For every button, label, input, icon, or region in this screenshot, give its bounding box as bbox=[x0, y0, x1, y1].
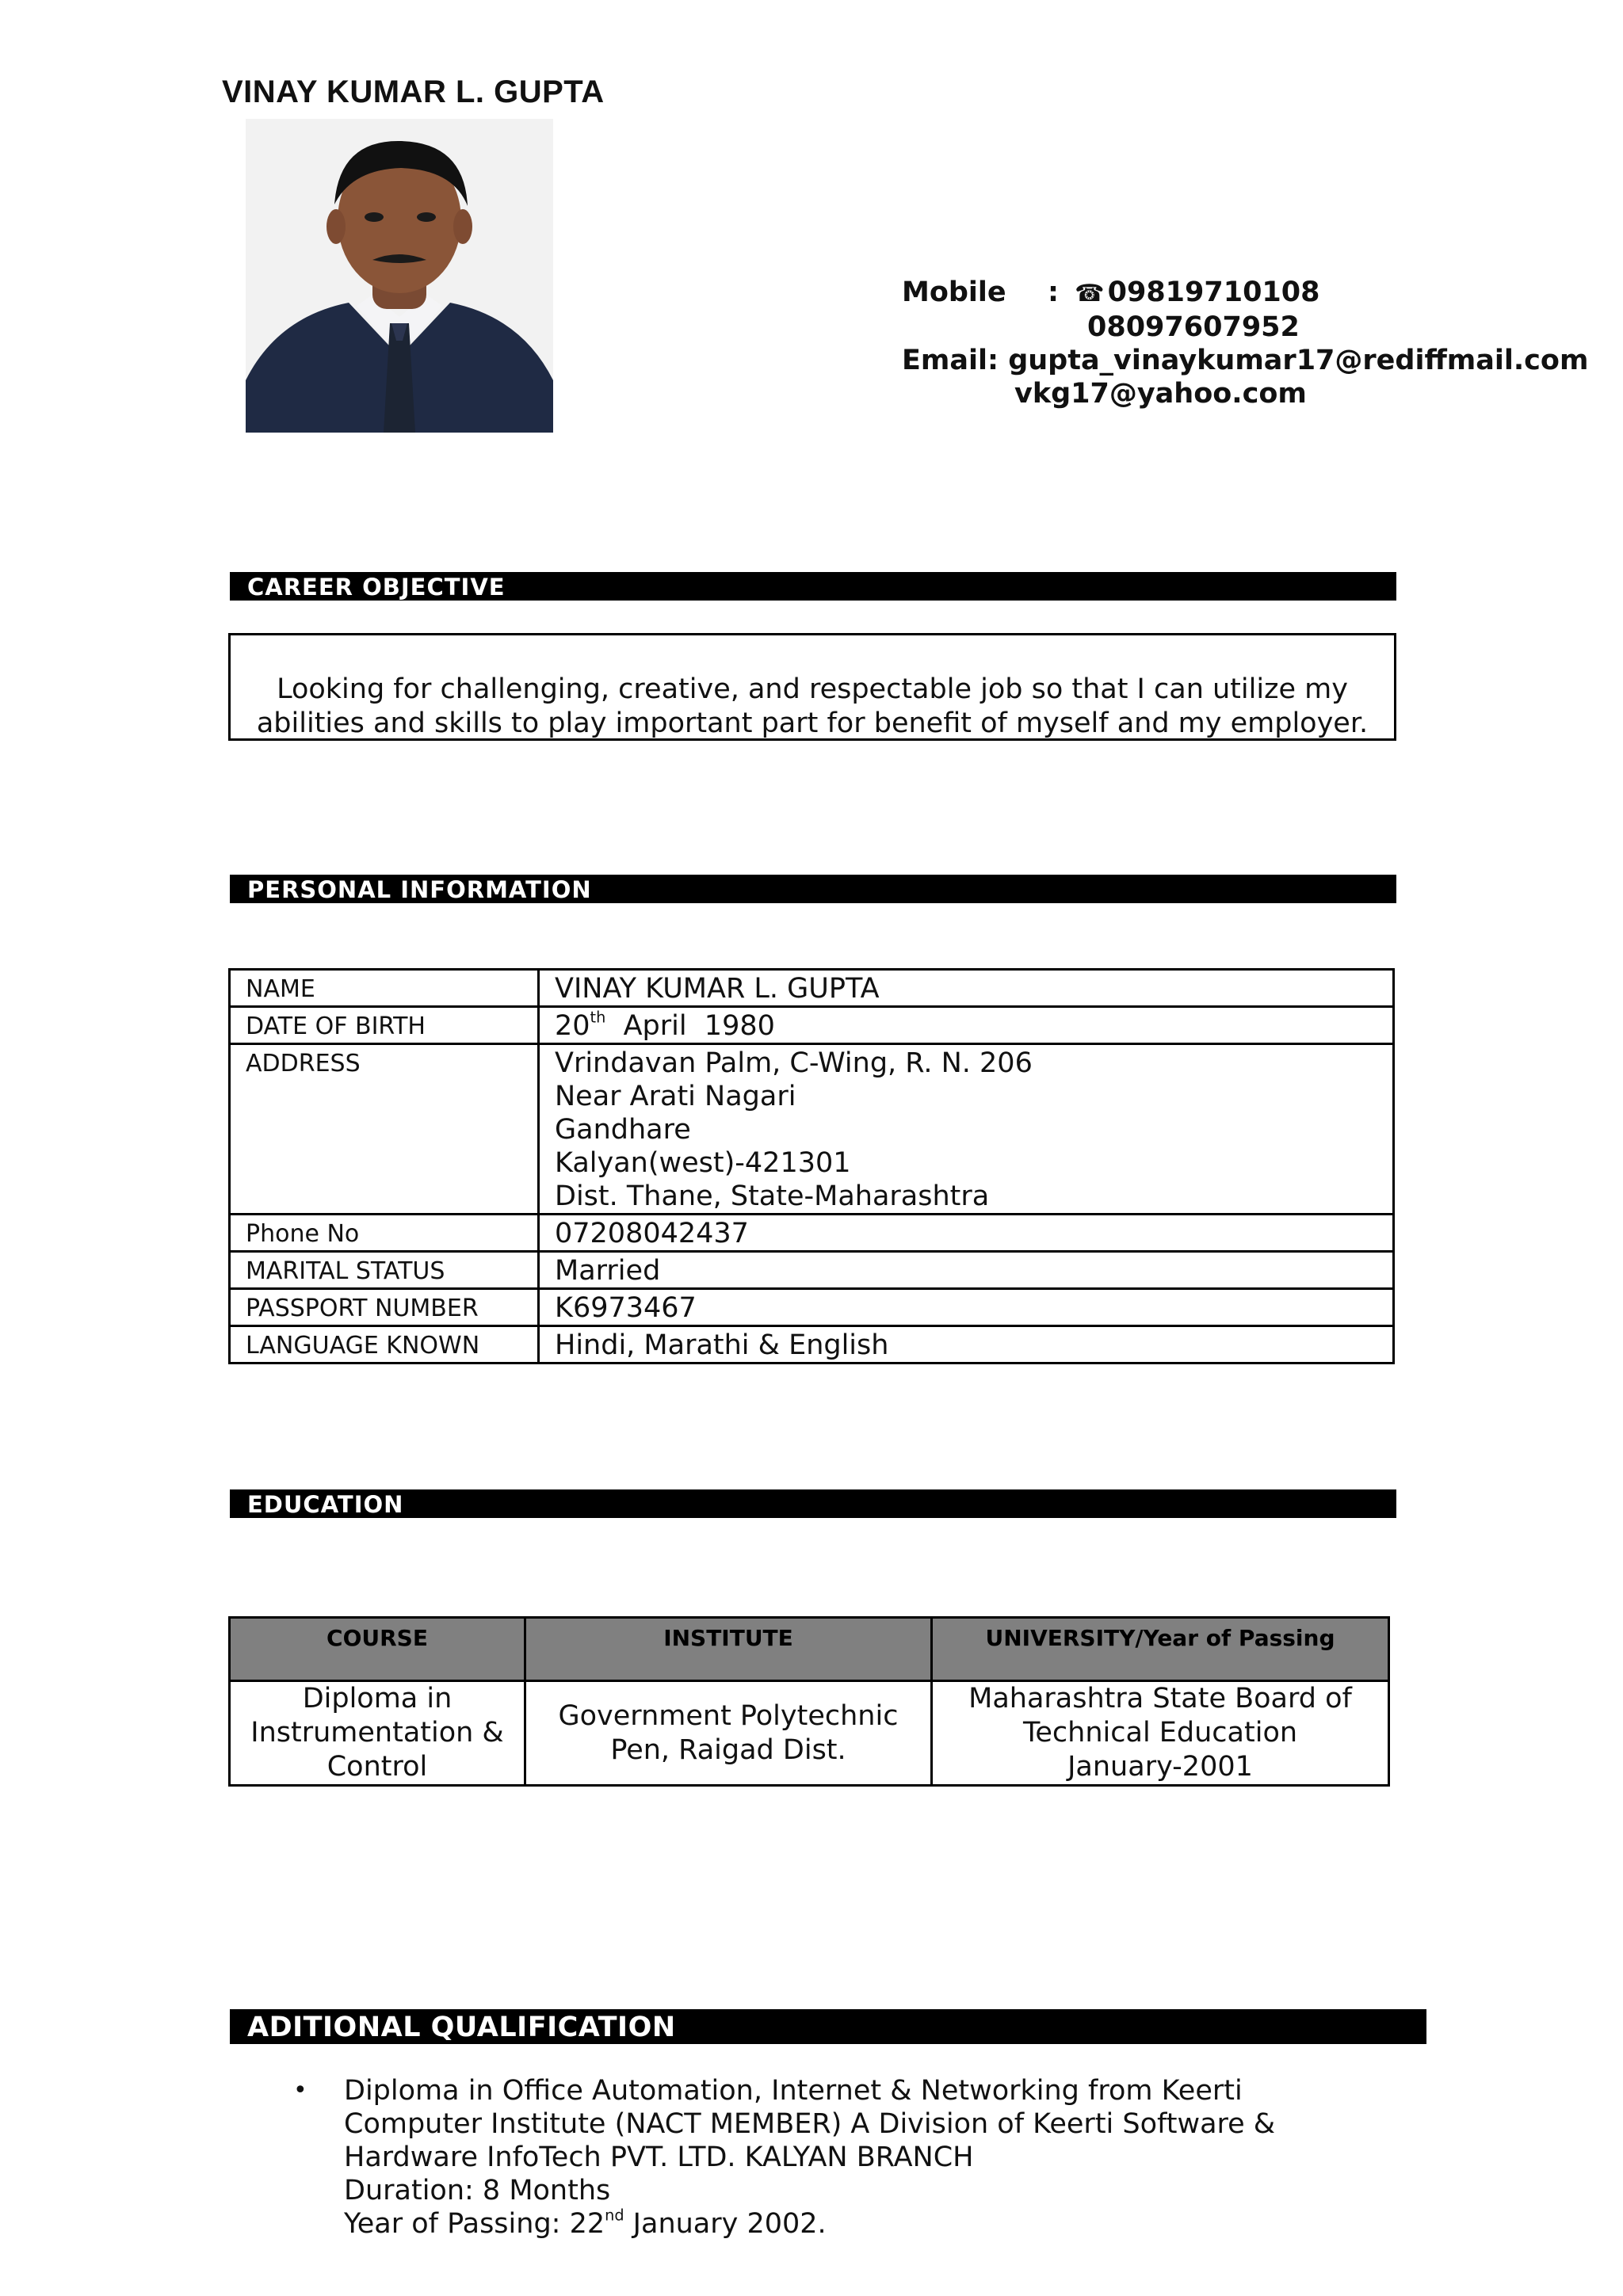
passing-prefix: Year of Passing: 22 bbox=[344, 2208, 605, 2240]
column-header-course: COURSE bbox=[230, 1618, 525, 1681]
field-label: LANGUAGE KNOWN bbox=[230, 1326, 539, 1363]
column-header-university: UNIVERSITY/Year of Passing bbox=[932, 1618, 1389, 1681]
course-cell bbox=[230, 1681, 525, 1786]
table-row bbox=[230, 970, 1394, 1007]
table-header-row bbox=[230, 1618, 1389, 1681]
mobile-number-2[interactable]: 08097607952 bbox=[1087, 311, 1300, 343]
dob-suffix: th bbox=[590, 1008, 606, 1027]
column-header-institute: INSTITUTE bbox=[525, 1618, 932, 1681]
field-label: NAME bbox=[230, 970, 539, 1007]
field-value-address bbox=[539, 1044, 1394, 1215]
qualification-line: Duration: 8 Months bbox=[344, 2175, 611, 2206]
email-label: Email: bbox=[902, 345, 999, 376]
personal-info-table bbox=[228, 968, 1395, 1364]
table-row bbox=[230, 1681, 1389, 1786]
mobile-line-2 bbox=[902, 311, 1588, 344]
institute-cell bbox=[525, 1681, 932, 1786]
field-value-dob bbox=[539, 1007, 1394, 1044]
university-line: Technical Education bbox=[1022, 1717, 1298, 1749]
course-line: Instrumentation & bbox=[250, 1717, 504, 1749]
section-heading-personal-information: PERSONAL INFORMATION bbox=[230, 875, 1396, 903]
mobile-separator: : bbox=[1048, 277, 1060, 308]
field-value: Hindi, Marathi & English bbox=[539, 1326, 1394, 1363]
objective-line-2: abilities and skills to play important part for benefit of myself and my employer. bbox=[256, 707, 1369, 739]
qualification-line: Hardware InfoTech PVT. LTD. KALYAN BRANCH bbox=[344, 2142, 974, 2173]
field-value: Married bbox=[539, 1252, 1394, 1289]
course-line: Diploma in bbox=[302, 1683, 453, 1714]
section-heading-career-objective: CAREER OBJECTIVE bbox=[230, 572, 1396, 601]
resume-name-title: VINAY KUMAR L. GUPTA bbox=[222, 74, 605, 109]
table-row bbox=[230, 1252, 1394, 1289]
mobile-number-1[interactable]: 09819710108 bbox=[1107, 277, 1320, 308]
section-heading-education: EDUCATION bbox=[230, 1489, 1396, 1518]
dob-day: 20 bbox=[555, 1010, 590, 1042]
profile-photo bbox=[246, 119, 553, 433]
table-row bbox=[230, 1215, 1394, 1252]
field-label: PASSPORT NUMBER bbox=[230, 1289, 539, 1326]
mobile-label: Mobile bbox=[902, 277, 1006, 308]
field-label: Phone No bbox=[230, 1215, 539, 1252]
field-label: MARITAL STATUS bbox=[230, 1252, 539, 1289]
institute-line: Government Polytechnic bbox=[558, 1699, 899, 1732]
bullet-icon: • bbox=[293, 2077, 307, 2104]
list-item bbox=[344, 2074, 1275, 2241]
mobile-line bbox=[902, 276, 1588, 311]
address-line: Dist. Thane, State-Maharashtra bbox=[555, 1180, 990, 1212]
email-line bbox=[902, 344, 1588, 377]
university-line: January-2001 bbox=[1067, 1751, 1253, 1783]
field-label: ADDRESS bbox=[230, 1044, 539, 1215]
additional-qualification-list bbox=[293, 2074, 1275, 2241]
field-label: DATE OF BIRTH bbox=[230, 1007, 539, 1044]
university-line: Maharashtra State Board of bbox=[968, 1683, 1352, 1714]
email-address-2[interactable]: vkg17@yahoo.com bbox=[1014, 378, 1307, 410]
qualification-line: Computer Institute (NACT MEMBER) A Division of Keerti Software & bbox=[344, 2108, 1276, 2140]
contact-block bbox=[902, 276, 1588, 410]
field-value: 07208042437 bbox=[539, 1215, 1394, 1252]
course-line: Control bbox=[327, 1751, 428, 1783]
passing-suffix: nd bbox=[605, 2206, 624, 2225]
phone-icon: ☎ bbox=[1075, 280, 1105, 307]
email-line-2 bbox=[902, 377, 1588, 410]
career-objective-box bbox=[228, 633, 1396, 741]
passing-rest: January 2002. bbox=[624, 2208, 827, 2240]
table-row bbox=[230, 1326, 1394, 1363]
university-cell bbox=[932, 1681, 1389, 1786]
address-line: Gandhare bbox=[555, 1114, 691, 1146]
email-address-1[interactable]: gupta_vinaykumar17@rediffmail.com bbox=[1008, 345, 1589, 376]
qualification-line: Diploma in Office Automation, Internet & Networking from Keerti bbox=[344, 2075, 1243, 2107]
education-table bbox=[228, 1616, 1390, 1787]
address-line: Near Arati Nagari bbox=[555, 1081, 796, 1112]
portrait-illustration bbox=[246, 119, 553, 433]
field-value: VINAY KUMAR L. GUPTA bbox=[539, 970, 1394, 1007]
table-row bbox=[230, 1289, 1394, 1326]
institute-line: Pen, Raigad Dist. bbox=[610, 1733, 846, 1766]
table-row bbox=[230, 1007, 1394, 1044]
year-of-passing-line bbox=[344, 2207, 1275, 2241]
field-value: K6973467 bbox=[539, 1289, 1394, 1326]
address-line: Vrindavan Palm, C-Wing, R. N. 206 bbox=[555, 1047, 1033, 1079]
table-row bbox=[230, 1044, 1394, 1215]
section-heading-additional-qualification: ADITIONAL QUALIFICATION bbox=[230, 2009, 1426, 2044]
objective-line-1: Looking for challenging, creative, and respectable job so that I can utilize my bbox=[277, 673, 1348, 705]
address-line: Kalyan(west)-421301 bbox=[555, 1147, 851, 1179]
dob-rest: April 1980 bbox=[623, 1010, 775, 1042]
